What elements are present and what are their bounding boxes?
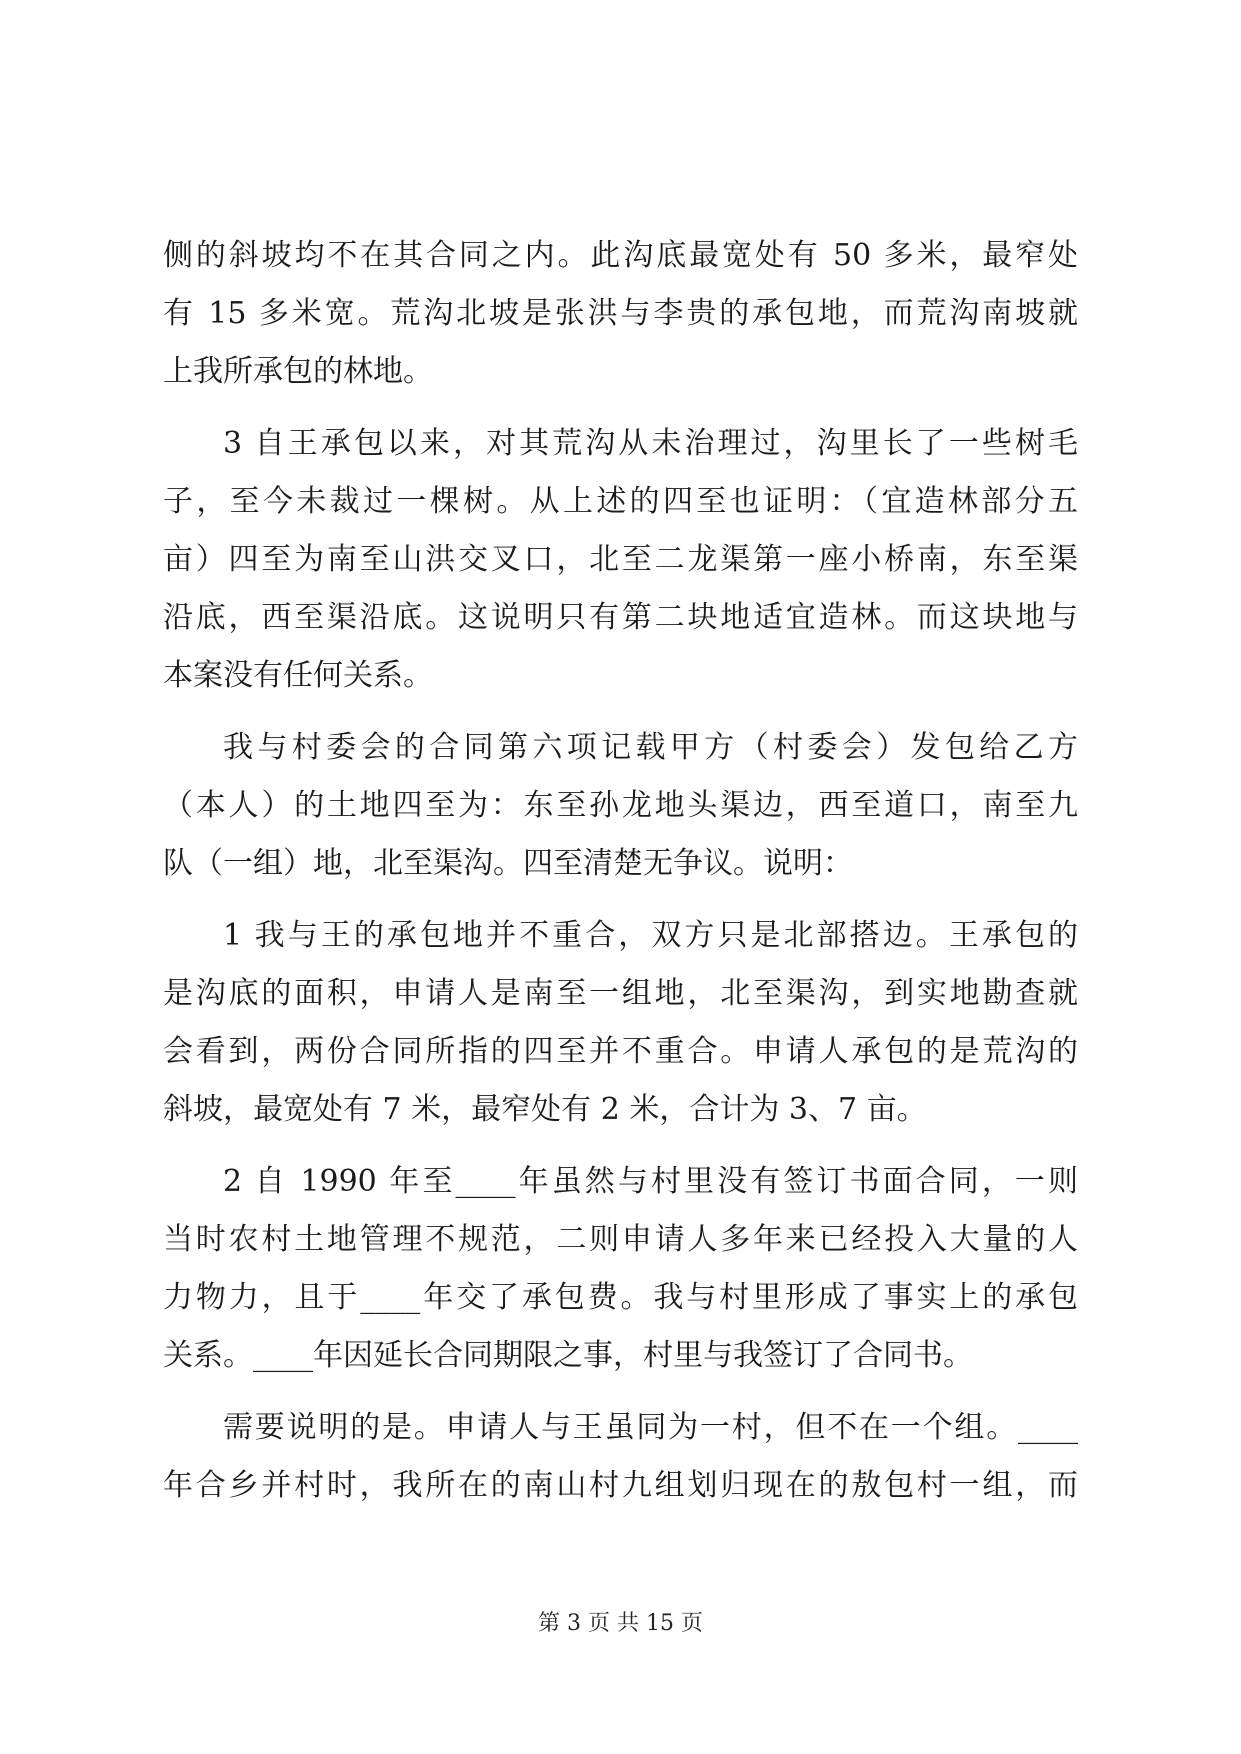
text-line: 本案没有任何关系。 [163,658,433,693]
text-line: 3 自王承包以来，对其荒沟从未治理过，沟里长了一些树毛 [223,426,1078,461]
text-line: 有 15 多米宽。荒沟北坡是张洪与李贵的承包地，而荒沟南坡就 [163,296,1078,331]
document-body [163,227,1078,1515]
text-line: 队（一组）地，北至渠沟。四至清楚无争议。说明： [163,846,853,881]
text-line: 会看到，两份合同所指的四至并不重合。申请人承包的是荒沟的 [163,1034,1078,1069]
text-line: 上我所承包的林地。 [163,354,433,389]
text-line: 2 自 1990 年至____年虽然与村里没有签订书面合同，一则 [223,1164,1078,1199]
text-line: 当时农村土地管理不规范，二则申请人多年来已经投入大量的人 [163,1222,1078,1257]
text-line: 斜坡，最宽处有 7 米，最窄处有 2 米，合计为 3、7 亩。 [163,1092,927,1127]
text-line: 年合乡并村时，我所在的南山村九组划归现在的敖包村一组，而 [163,1468,1078,1503]
text-line: 关系。____年因延长合同期限之事，村里与我签订了合同书。 [163,1338,973,1373]
text-line: 1 我与王的承包地并不重合，双方只是北部搭边。王承包的 [223,918,1078,953]
text-line: 子，至今未裁过一棵树。从上述的四至也证明：（宜造林部分五 [163,484,1078,519]
text-line: 亩）四至为南至山洪交叉口，北至二龙渠第一座小桥南，东至渠 [163,542,1078,577]
text-line: 我与村委会的合同第六项记载甲方（村委会）发包给乙方 [223,730,1078,765]
text-line: （本人）的土地四至为：东至孙龙地头渠边，西至道口，南至九 [163,788,1078,823]
text-line: 力物力，且于____年交了承包费。我与村里形成了事实上的承包 [163,1280,1078,1315]
page-number-footer: 第 3 页 共 15 页 [538,1611,703,1636]
text-line: 沿底，西至渠沿底。这说明只有第二块地适宜造林。而这块地与 [163,600,1078,635]
text-line: 需要说明的是。申请人与王虽同为一村，但不在一个组。____ [223,1410,1078,1445]
text-line: 侧的斜坡均不在其合同之内。此沟底最宽处有 50 多米，最窄处 [163,238,1078,273]
text-line: 是沟底的面积，申请人是南至一组地，北至渠沟，到实地勘查就 [163,976,1078,1011]
